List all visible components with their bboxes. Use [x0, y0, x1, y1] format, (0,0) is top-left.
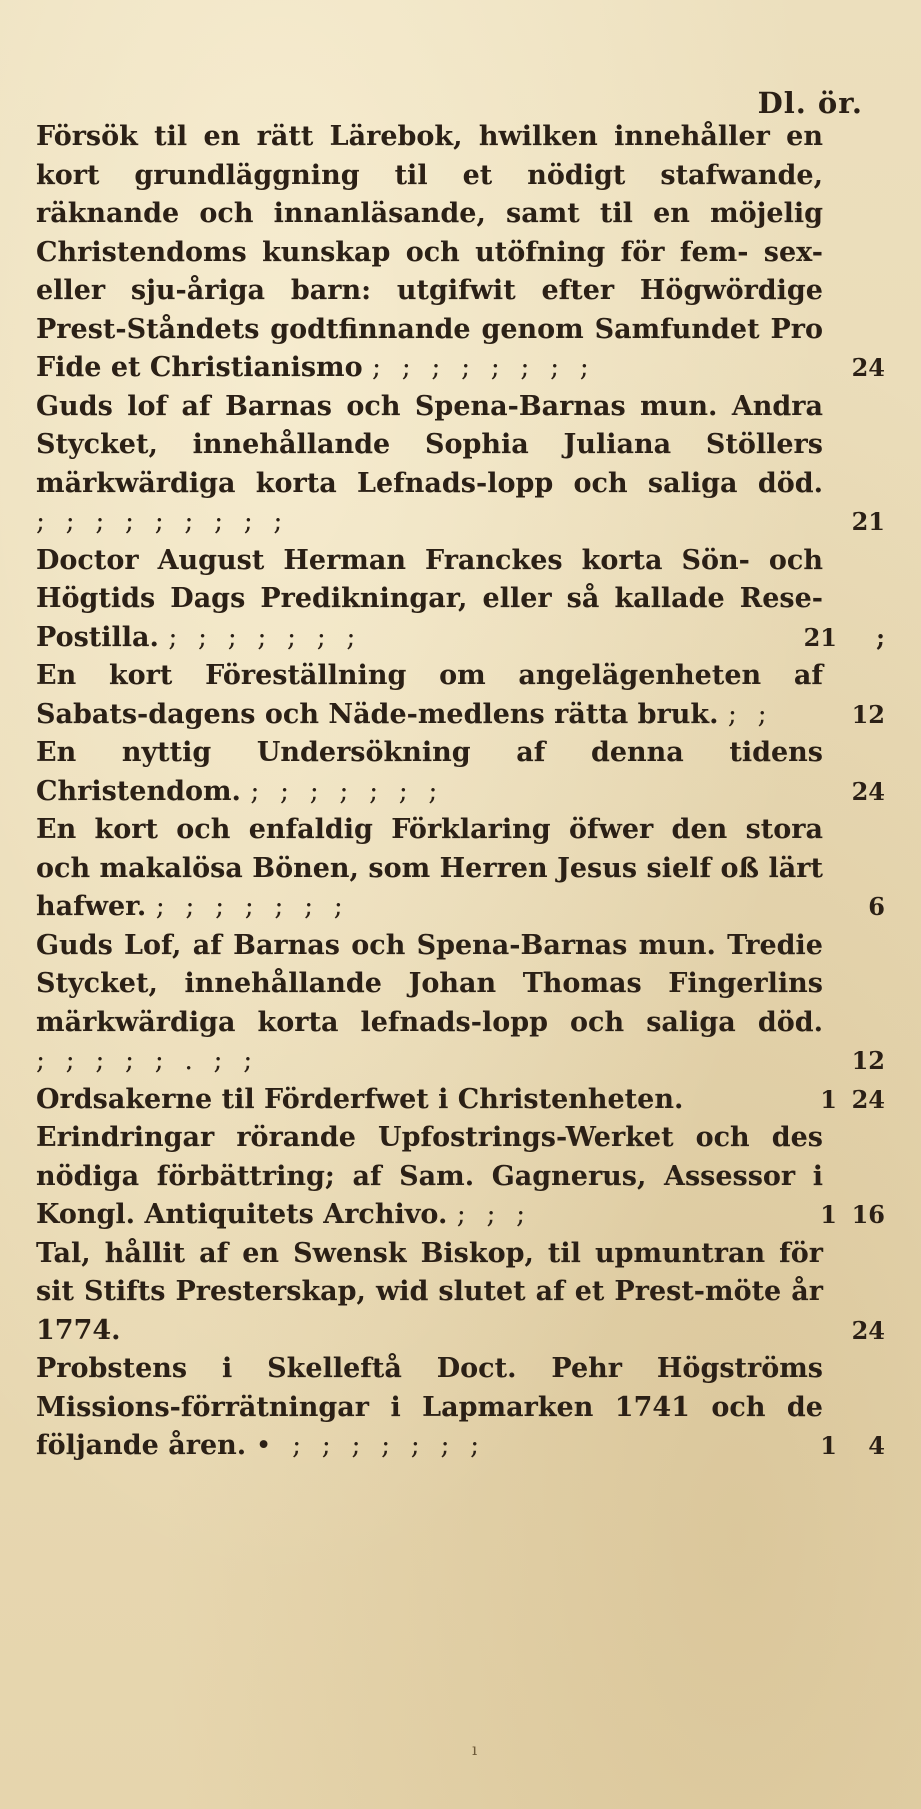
book-price	[775, 1196, 885, 1235]
book-entry	[36, 1119, 885, 1235]
book-entry	[36, 542, 885, 658]
leader-dots: ; ;	[727, 698, 773, 730]
book-title: Erindringar rörande Upfostrings-Werket och des nödiga förbättring; af Sam. Gagnerus, Assessor i Kongl. Antiquitets Archivo. ; ; ;	[36, 1122, 823, 1230]
book-entry	[36, 118, 885, 388]
leader-dots: ; ; ; ; ; . ; ;	[36, 1045, 259, 1076]
price-ore: 6	[868, 892, 885, 921]
price-daler: 21	[803, 622, 837, 652]
book-title: En kort och enfaldig Förklaring öfwer den stora och makalösa Bönen, som Herren Jesus sielf oß lärt hafwer. ; ; ; ; ; ; ;	[36, 814, 823, 922]
price-ore: 12	[851, 1046, 885, 1075]
book-price	[775, 1081, 885, 1120]
price-ore: 12	[851, 699, 885, 729]
price-ore: 24	[851, 776, 885, 806]
leader-dots: ; ; ; ; ; ; ;	[250, 775, 444, 807]
book-price	[775, 619, 885, 658]
price-ore: 4	[868, 1431, 885, 1460]
price-ore: 24	[851, 1315, 885, 1345]
book-entry	[36, 1350, 885, 1466]
book-price	[775, 773, 885, 812]
leader-dots: ; ; ; ; ; ; ;	[168, 621, 362, 653]
price-daler: 1	[820, 1431, 837, 1460]
book-entry	[36, 1081, 885, 1120]
book-price	[775, 1312, 885, 1351]
book-title: Guds lof af Barnas och Spena-Barnas mun. Andra Stycket, innehållande Sophia Juliana Stöllers märkwärdiga korta Lefnads-lopp och saliga död. ; ; ; ; ; ; ; ; ;	[36, 390, 823, 537]
price-daler: 1	[820, 1084, 837, 1114]
price-ore: 24	[851, 353, 885, 382]
book-entry	[36, 657, 885, 734]
price-ore: 21	[851, 507, 885, 536]
price-column-header: Dl. ör.	[757, 86, 863, 120]
book-price	[775, 349, 885, 388]
leader-dots: ; ; ; ; ; ; ; ;	[372, 352, 595, 383]
book-price	[775, 696, 885, 735]
book-title: Ordsakerne til Förderfwet i Christenheten.	[36, 1083, 684, 1115]
book-price	[775, 1042, 885, 1081]
book-list	[36, 118, 885, 1466]
price-daler: 1	[820, 1200, 837, 1229]
book-title: Försök til en rätt Lärebok, hwilken innehåller en kort grundläggning til et nödigt stafwande, räknande och innanläsande, samt til en möjelig Christendoms kunskap och utöfning för fem- sex- eller sju-åriga barn: utgifwit efter Högwördige Prest-Ståndets godtfinnande genom Samfundet Pro Fide et Christianismo ; ; ; ; ; ; ; ;	[36, 121, 823, 383]
leader-dots: ; ; ; ; ; ; ;	[155, 891, 349, 922]
book-title: En nyttig Undersökning af denna tidens Christendom. ; ; ; ; ; ; ;	[36, 737, 823, 807]
book-title: En kort Föreställning om angelägenheten af Sabats-dagens och Näde-medlens rätta bruk. ; ;	[36, 660, 823, 730]
book-entry	[36, 388, 885, 542]
book-title: Guds Lof, af Barnas och Spena-Barnas mun. Tredie Stycket, innehållande Johan Thomas Fingerlins märkwärdiga korta lefnads-lopp och saliga död. ; ; ; ; ; . ; ;	[36, 929, 823, 1076]
book-entry	[36, 1235, 885, 1351]
leader-dots: ; ; ;	[456, 1199, 532, 1230]
book-price	[775, 503, 885, 542]
price-ore: 24	[851, 1084, 885, 1114]
book-price	[775, 1427, 885, 1466]
book-entry	[36, 927, 885, 1081]
leader-dots: ; ; ; ; ; ; ; ; ;	[36, 506, 289, 537]
price-ore: 16	[851, 1200, 885, 1229]
book-title: Doctor August Herman Franckes korta Sön- och Högtids Dags Predikningar, eller så kallade Rese-Postilla. ; ; ; ; ; ; ;	[36, 544, 823, 653]
leader-dots: • ; ; ; ; ; ; ;	[255, 1430, 486, 1461]
book-price	[775, 888, 885, 927]
book-entry	[36, 811, 885, 927]
book-title: Probstens i Skelleftå Doct. Pehr Högströms Missions-förrätningar i Lapmarken 1741 och de följande åren. • ; ; ; ; ; ; ;	[36, 1353, 823, 1461]
price-ore: ;	[876, 622, 885, 652]
book-title: Tal, hållit af en Swensk Biskop, til upmuntran för sit Stifts Presterskap, wid slutet af et Prest-möte år 1774.	[36, 1237, 823, 1346]
book-entry	[36, 734, 885, 811]
page-mark: ı	[472, 1740, 478, 1759]
